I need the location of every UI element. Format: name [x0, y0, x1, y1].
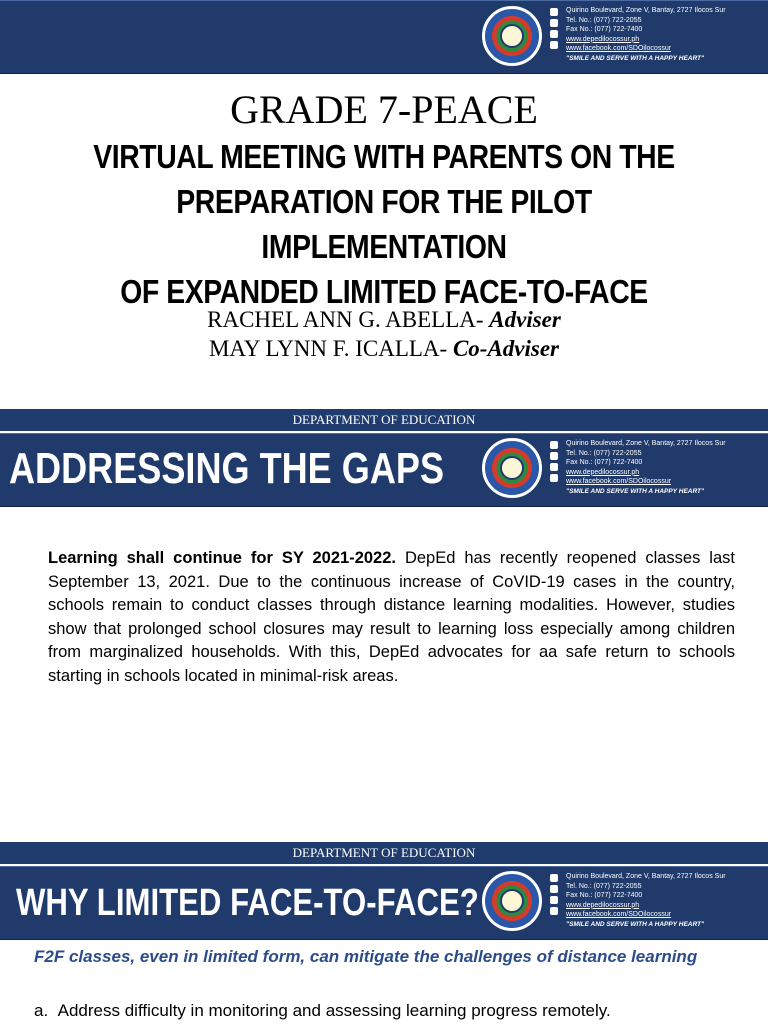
contact-facebook[interactable]: www.facebook.com/SDOilocossur [566, 911, 672, 918]
globe-icon [550, 463, 558, 471]
phone-icon [550, 452, 558, 460]
location-icon [550, 874, 558, 882]
contact-fax: Fax No.: (077) 722-7400 [566, 26, 643, 33]
phone-icon [550, 19, 558, 27]
slide2-body: DepEd has recently reopened classes last September 13, 2021. Due to the continuous increase of CoVID-19 cases in the country, schools remain to conduct classes through distance learning modalities. However, studies show that prolonged school closures may result to learning loss especially among children from marginalized households. With this, DepEd advocates for aa safe return to schools starting in schools located in minimal-risk areas. [48, 549, 735, 685]
globe-icon [550, 30, 558, 38]
contact-icons [550, 874, 560, 918]
facebook-icon [550, 41, 558, 49]
slide1-title: GRADE 7-PEACE [230, 87, 538, 132]
deped-seal-logo [480, 869, 544, 933]
slide2-heading: ADDRESSING THE GAPS [9, 444, 445, 493]
slide1-subtitle [0, 134, 768, 314]
contact-info [566, 6, 726, 63]
phone-icon [550, 885, 558, 893]
location-icon [550, 441, 558, 449]
contact-address: Quirino Boulevard, Zone V, Bantay, 2727 Ilocos Sur [566, 7, 726, 14]
coadviser-role: Co-Adviser [452, 336, 560, 361]
contact-tel: Tel. No.: (077) 722-2055 [566, 449, 642, 457]
contact-motto: "SMILE AND SERVE WITH A HAPPY HEART" [566, 54, 705, 62]
contact-address: Quirino Boulevard, Zone V, Bantay, 2727 Ilocos Sur [566, 873, 726, 880]
subtitle-line-3: OF EXPANDED LIMITED FACE-TO-FACE [120, 273, 648, 310]
slide2-dept-label: DEPARTMENT OF EDUCATION [0, 409, 768, 433]
globe-icon [550, 896, 558, 904]
item-a-text: Address difficulty in monitoring and assessing learning progress remotely. [57, 1001, 611, 1020]
subtitle-line-1: VIRTUAL MEETING WITH PARENTS ON THE [93, 138, 675, 175]
contact-tel: Tel. No.: (077) 722-2055 [566, 16, 642, 24]
contact-facebook[interactable]: www.facebook.com/SDOilocossur [566, 478, 672, 485]
contact-info [566, 872, 726, 929]
contact-website[interactable]: www.depedilocossur.ph [566, 901, 640, 909]
slide3-item-a [34, 1001, 754, 1021]
contact-motto: "SMILE AND SERVE WITH A HAPPY HEART" [566, 487, 705, 495]
slide1-advisers [0, 305, 768, 363]
deped-seal-logo [480, 4, 544, 68]
adviser-name: RACHEL ANN G. ABELLA- [207, 307, 490, 332]
slide3-dept-label: DEPARTMENT OF EDUCATION [0, 842, 768, 866]
adviser-line [0, 305, 768, 334]
contact-facebook[interactable]: www.facebook.com/SDOilocossur [566, 45, 672, 52]
facebook-icon [550, 474, 558, 482]
slide2-paragraph [48, 547, 735, 688]
contact-fax: Fax No.: (077) 722-7400 [566, 459, 643, 466]
contact-icons [550, 441, 560, 485]
contact-tel: Tel. No.: (077) 722-2055 [566, 882, 642, 890]
subtitle-line-2: PREPARATION FOR THE PILOT IMPLEMENTATION [176, 183, 592, 265]
coadviser-name: MAY LYNN F. ICALLA- [208, 336, 453, 361]
adviser-role: Adviser [489, 307, 561, 332]
slide3-heading: WHY LIMITED FACE-TO-FACE? [16, 882, 479, 924]
coadviser-line [0, 334, 768, 363]
contact-website[interactable]: www.depedilocossur.ph [566, 468, 640, 476]
slide2-lead: Learning shall continue for SY 2021-2022. [48, 549, 396, 567]
facebook-icon [550, 907, 558, 915]
contact-info [566, 439, 726, 496]
contact-motto: "SMILE AND SERVE WITH A HAPPY HEART" [566, 920, 705, 928]
contact-website[interactable]: www.depedilocossur.ph [566, 35, 640, 43]
contact-fax: Fax No.: (077) 722-7400 [566, 892, 643, 899]
item-a-marker: a. [34, 1001, 49, 1020]
contact-address: Quirino Boulevard, Zone V, Bantay, 2727 Ilocos Sur [566, 440, 726, 447]
slide3-intro: F2F classes, even in limited form, can mitigate the challenges of distance learning [34, 947, 698, 966]
location-icon [550, 8, 558, 16]
contact-icons [550, 8, 560, 52]
deped-seal-logo [480, 436, 544, 500]
